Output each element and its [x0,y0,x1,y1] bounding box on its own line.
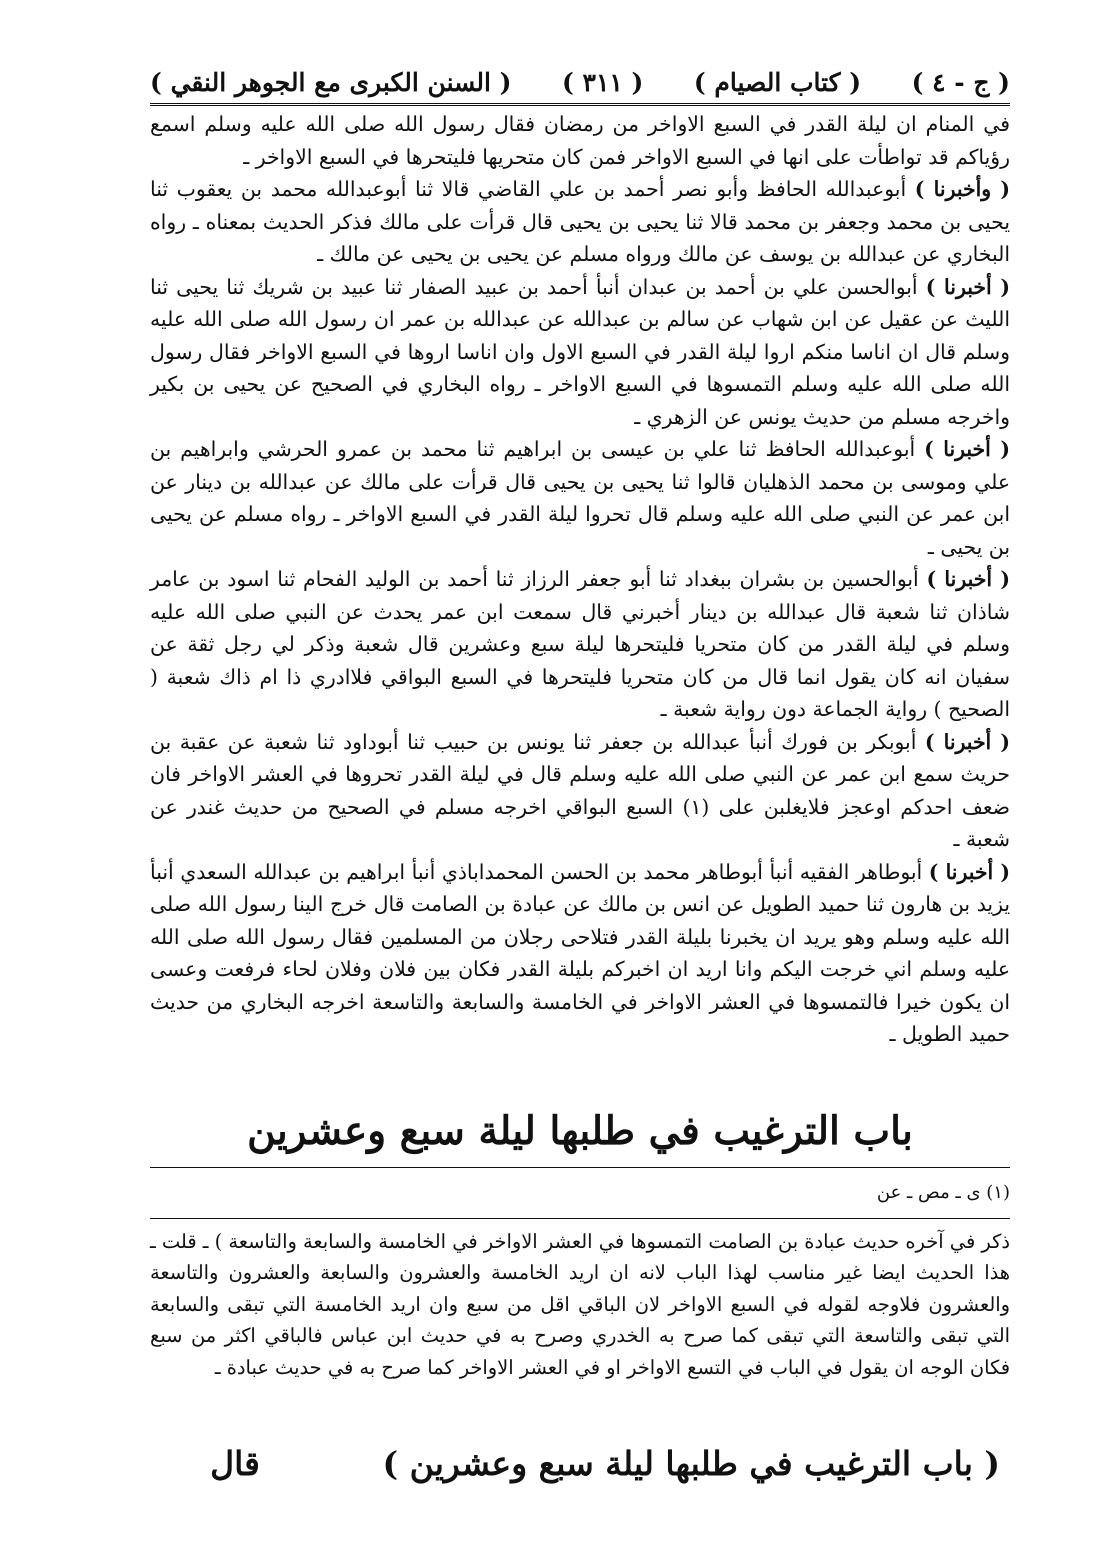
footnote: (١) ى ـ مص ـ عن [876,1182,1010,1203]
paragraph-text: أبوعبدالله الحافظ ثنا علي بن عيسى بن ابراهيم ثنا محمد بن عمرو الحرشي وابراهيم بن علي وموسى بن محمد الذهليان قالوا ثنا يحيى بن يحيى قال قرأت على مالك عن عبدالله بن دينار عن ابن عمر عن النبي صلى الله عليه وسلم قال تحروا ليلة القدر في السبع الاواخر ـ رواه مسلم عن يحيى بن يحيى ـ [150,437,1010,559]
footnote-divider [150,1167,1010,1168]
hadith-paragraph [150,433,1010,563]
section-title: ( كتاب الصيام ) [693,67,862,97]
paragraph-text: أبوطاهر الفقيه أنبأ أبوطاهر محمد بن الحسن المحمداباذي أنبأ ابراهيم بن عبدالله السعدي أنبأ يزيد بن هارون ثنا حميد الطويل عن انس بن مالك عن عبادة بن الصامت قال خرج الينا رسول الله صلى الله عليه وسلم وهو يريد ان يخبرنا بليلة القدر فتلاحى رجلان من المسلمين فقال رسول الله صلى الله عليه وسلم اني خرجت اليكم وانا اريد ان اخبركم بليلة القدر فكان بين فلان وفلان لحاء فرفعت وعسى ان يكون خيرا فالتمسوها في العشر الاواخر في الخامسة والسابعة والتاسعة اخرجه البخاري من حديث حميد الطويل ـ [150,859,1010,1046]
page-header [150,62,1010,102]
hadith-paragraph [150,726,1010,856]
hadith-paragraph [150,108,1010,173]
commentary-text: ذكر في آخره حديث عبادة بن الصامت التمسوها في العشر الاواخر في الخامسة والسابعة والتاسعة ) ـ قلت ـ هذا الحديث ايضا غير مناسب لهذا الباب لانه ان اريد الخامسة والعشرون والسابعة والعشرون والتاسعة والعشرون فلاوجه لقوله في السبع الاواخر لان الباقي اقل من سبع وان اريد الخامسة التي تبقى والسابعة التي تبقى والتاسعة التي تبقى كما صرح به الخدري وصرح به في حديث ابن عباس فالباقي اكثر من سبع فكان الوجه ان يقول في الباب في التسع الاواخر او في العشر الاواخر كما صرح به في حديث عبادة ـ [150,1230,1010,1379]
volume-number: ( ج - ٤ ) [911,67,1010,97]
paragraph-lead: ( أخبرنا ) [926,567,1010,591]
commentary-chapter-title: ( باب الترغيب في طلبها ليلة سبع وعشرين ) [382,1443,1000,1483]
paragraph-text: أبوالحسين بن بشران ببغداد ثنا أبو جعفر الرزاز ثنا أحمد بن الوليد الفحام ثنا اسود بن عامر شاذان ثنا شعبة قال عبدالله بن دينار أخبرني قال سمعت ابن عمر يحدث عن النبي صلى الله عليه وسلم في ليلة القدر من كان متحريا فليتحرها ليلة سبع وعشرين قال شعبة وذكر لي رجل ثقة عن سفيان انه كان يقول انما قال من كان متحريا فليتحرها في السبع البواقي فلاادري ذا ام ذاك شعبة ( الصحيح ) رواية الجماعة دون رواية شعبة ـ [150,567,1010,721]
hadith-paragraph [150,563,1010,726]
paragraph-text: أبوالحسن علي بن أحمد بن عبدان أنبأ أحمد بن عبيد الصفار ثنا عبيد بن شريك ثنا يحيى ثنا الليث عن عقيل عن ابن شهاب عن سالم بن عبدالله عن عبدالله بن عمر ان رسول الله صلى الله عليه وسلم قال ان اناسا منكم اروا ليلة القدر في السبع الاول وان اناسا اروها في السبع الاواخر فقال رسول الله صلى الله عليه وسلم التمسوها في السبع الاواخر ـ رواه البخاري في الصحيح عن يحيى بن بكير واخرجه مسلم من حديث يونس عن الزهري ـ [150,274,1010,429]
book-title: ( السنن الكبرى مع الجوهر النقي ) [150,67,512,97]
chapter-heading: باب الترغيب في طلبها ليلة سبع وعشرين [247,1108,913,1154]
paragraph-lead: ( أخبرنا ) [928,859,1010,884]
paragraph-text: في المنام ان ليلة القدر في السبع الاواخر من رمضان فقال رسول الله صلى الله عليه وسلم اسمع رؤياكم قد تواطأت على انها في السبع الاواخر فمن كان متحريها فليتحرها في السبع الاواخر ـ [150,112,1010,169]
hadith-paragraph [150,173,1010,271]
paragraph-lead: ( أخبرنا ) [924,729,1010,754]
paragraph-text: أبوعبدالله الحافظ وأبو نصر أحمد بن علي القاضي قالا ثنا أبوعبدالله محمد بن يعقوب ثنا يحيى بن محمد وجعفر بن محمد قالا ثنا يحيى بن يحيى قال قرأت على مالك فذكر الحديث بمعناه ـ رواه البخاري عن عبدالله بن يوسف عن مالك ورواه مسلم عن يحيى بن يحيى عن مالك ـ [150,177,1010,266]
commentary-qal: قال [210,1443,260,1483]
hadith-paragraph [150,271,1010,434]
main-text [150,108,1010,1051]
paragraph-lead: ( أخبرنا ) [924,437,1010,461]
commentary-heading [150,1433,1010,1493]
paragraph-text: أبوبكر بن فورك أنبأ عبدالله بن جعفر ثنا يونس بن حبيب ثنا أبوداود ثنا شعبة عن عقبة بن حريث سمع ابن عمر عن النبي صلى الله عليه وسلم قال في ليلة القدر تحروها في العشر الاواخر فان ضعف احدكم اوعجز فلايغلبن على (١) السبع البواقي اخرجه مسلم في الصحيح من حديث غندر عن شعبة ـ [150,729,1010,851]
commentary-divider [150,1218,1010,1219]
hadith-paragraph [150,856,1010,1051]
page-number: ( ٣١١ ) [561,67,644,97]
paragraph-lead: ( أخبرنا ) [925,274,1010,299]
paragraph-lead: ( وأخبرنا ) [914,177,1010,201]
header-divider [150,103,1010,106]
